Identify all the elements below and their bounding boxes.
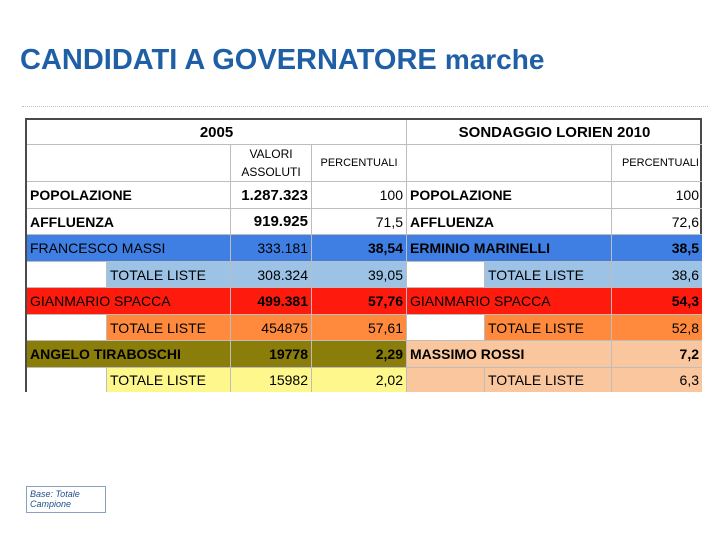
row-liste-yellow-abs: 15982 (231, 368, 312, 392)
subheader-valori: VALORI (249, 147, 293, 161)
row-liste-blue-abs: 308.324 (231, 262, 312, 288)
title-main: CANDIDATI A GOVERNATORE (20, 44, 437, 76)
row-spacca-right-label: GIANMARIO SPACCA (407, 288, 612, 315)
row-liste-peach-right-label: TOTALE LISTE (485, 368, 612, 392)
row-marinelli-label: ERMINIO MARINELLI (407, 235, 612, 262)
row-massi-pct: 38,54 (312, 235, 407, 262)
subheader-blank-left (27, 145, 231, 182)
row-liste-orange-abs: 454875 (231, 315, 312, 341)
row-liste-peach-right-pad (407, 368, 485, 392)
row-liste-orange-right-pad (407, 315, 485, 341)
row-popolazione-right-label: POPOLAZIONE (407, 182, 612, 209)
title-sub: marche (444, 44, 545, 75)
row-rossi-label: MASSIMO ROSSI (407, 341, 612, 368)
row-affluenza-right-label: AFFLUENZA (407, 209, 612, 235)
row-liste-blue-right-pct: 38,6 (612, 262, 702, 288)
row-liste-blue-pct: 39,05 (312, 262, 407, 288)
footnote-line1: Base: Totale (30, 489, 80, 499)
row-affluenza-pct: 71,5 (312, 209, 407, 235)
row-affluenza-right-pct: 72,6 (612, 209, 702, 235)
row-liste-orange-right-pct: 52,8 (612, 315, 702, 341)
row-tiraboschi-label: ANGELO TIRABOSCHI (27, 341, 231, 368)
row-massi-abs: 333.181 (231, 235, 312, 262)
subheader-assoluti: ASSOLUTI (241, 165, 301, 179)
row-spacca-abs: 499.381 (231, 288, 312, 315)
subheader-percentuali-right: PERCENTUALI (612, 145, 702, 182)
row-liste-blue-right-label: TOTALE LISTE (485, 262, 612, 288)
row-liste-blue-pad (27, 262, 107, 288)
row-liste-peach-right-pct: 6,3 (612, 368, 702, 392)
page-title (20, 44, 544, 77)
row-spacca-right-pct: 54,3 (612, 288, 702, 315)
row-tiraboschi-abs: 19778 (231, 341, 312, 368)
row-rossi-pct: 7,2 (612, 341, 702, 368)
row-spacca-pct: 57,76 (312, 288, 407, 315)
row-affluenza-label: AFFLUENZA (27, 209, 231, 235)
row-liste-blue-right-pad (407, 262, 485, 288)
subheader-percentuali-left: PERCENTUALI (312, 145, 407, 182)
header-sondaggio: SONDAGGIO LORIEN 2010 (407, 120, 702, 145)
row-liste-orange-pad (27, 315, 107, 341)
row-marinelli-pct: 38,5 (612, 235, 702, 262)
row-massi-label: FRANCESCO MASSI (27, 235, 231, 262)
results-table (25, 118, 702, 392)
row-popolazione-abs: 1.287.323 (231, 182, 312, 209)
row-liste-orange-pct: 57,61 (312, 315, 407, 341)
row-popolazione-right-pct: 100 (612, 182, 702, 209)
row-popolazione-pct: 100 (312, 182, 407, 209)
row-liste-orange-right-label: TOTALE LISTE (485, 315, 612, 341)
row-popolazione-label: POPOLAZIONE (27, 182, 231, 209)
row-liste-blue-label: TOTALE LISTE (107, 262, 231, 288)
row-affluenza-abs: 919.925 (231, 209, 312, 235)
divider (22, 106, 708, 108)
footnote-box (26, 486, 106, 513)
footnote-line2: Campione (30, 499, 72, 509)
row-liste-orange-label: TOTALE LISTE (107, 315, 231, 341)
row-liste-yellow-label: TOTALE LISTE (107, 368, 231, 392)
row-liste-yellow-pad (27, 368, 107, 392)
subheader-blank-right (407, 145, 612, 182)
row-liste-yellow-pct: 2,02 (312, 368, 407, 392)
header-2005: 2005 (27, 120, 407, 145)
row-tiraboschi-pct: 2,29 (312, 341, 407, 368)
subheader-valori-assoluti (231, 145, 312, 182)
row-spacca-label: GIANMARIO SPACCA (27, 288, 231, 315)
